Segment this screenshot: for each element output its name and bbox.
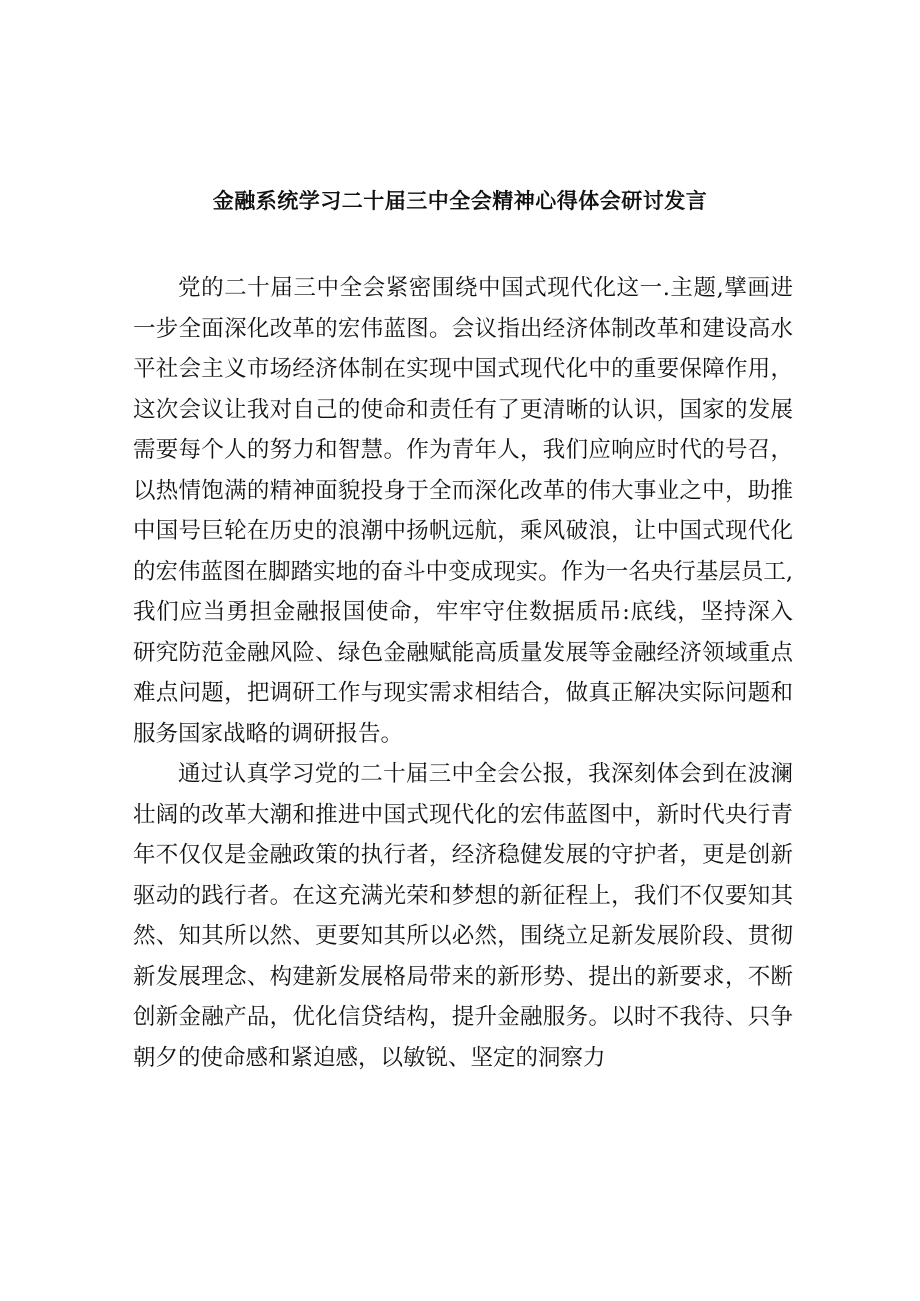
document-title: 金融系统学习二十届三中全会精神心得体会研讨发言 [212, 188, 708, 213]
paragraph-1: 党的二十届三中全会紧密围绕中国式现代化这一.主题,擘画进一步全面深化改革的宏伟蓝图。会议指出经济体制改革和建设高水平社会主义市场经济体制在实现中国式现代化中的重要保障作用，这次会议让我对自己的使命和责任有了更清晰的认识，国家的发展需要每个人的努力和智慧。作为青年人，我们应响应时代的号召，以热情饱满的精神面貌投身于全而深化改革的伟大事业之中，助推中国号巨轮在历史的浪潮中扬帆远航，乘风破浪，让中国式现代化的宏伟蓝图在脚踏实地的奋斗中变成现实。作为一名央行基层员工,我们应当勇担金融报国使命，牢牢守住数据质吊:底线，坚持深入研究防范金融风险、绿色金融赋能高质量发展等金融经济领域重点难点问题，把调研工作与现实需求相结合，做真正解决实际问题和服务国家战略的调研报告。 [133, 275, 793, 747]
paragraph-2: 通过认真学习党的二十届三中全会公报，我深刻体会到在波澜壮阔的改革大潮和推进中国式现代化的宏伟蓝图中，新时代央行青年不仅仅是金融政策的执行者，经济稳健发展的守护者，更是创新驱动的践行者。在这充满光荣和梦想的新征程上，我们不仅要知其然、知其所以然、更要知其所以必然，围绕立足新发展阶段、贯彻新发展理念、构建新发展格局带来的新形势、提出的新要求，不断创新金融产品，优化信贷结构，提升金融服务。以时不我待、只争朝夕的使命感和紧迫感，以敏锐、坚定的洞察力 [133, 761, 793, 1071]
document-body [133, 268, 793, 1078]
